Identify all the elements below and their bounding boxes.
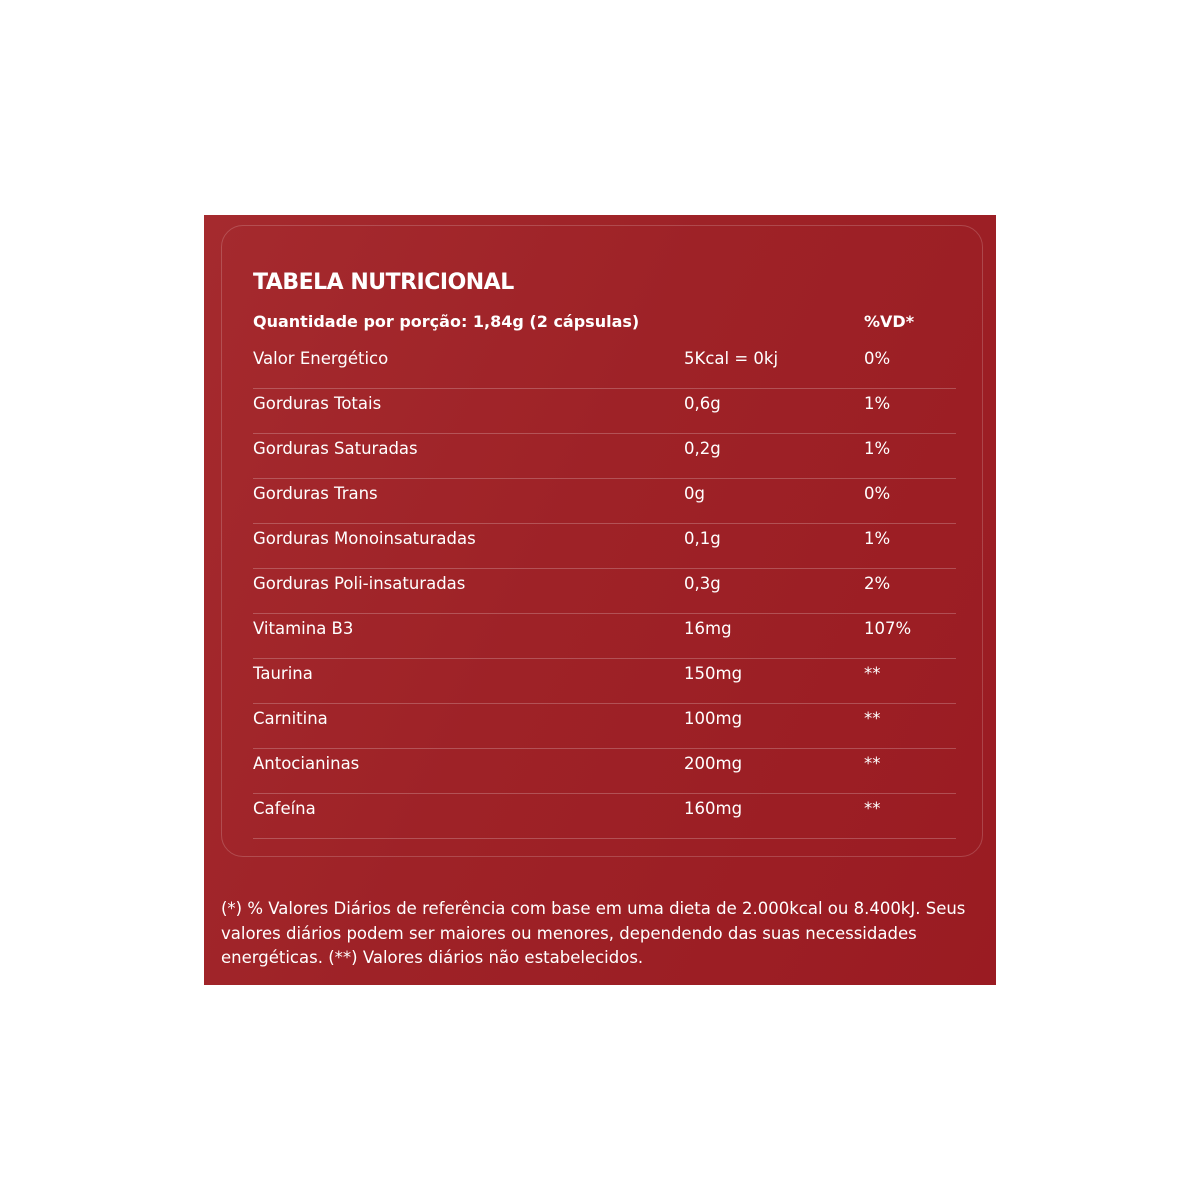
- nutrient-daily-value: **: [864, 664, 881, 683]
- table-title: TABELA NUTRICIONAL: [253, 270, 514, 295]
- table-row: [253, 794, 956, 839]
- nutrient-daily-value: 1%: [864, 394, 891, 413]
- nutrient-name: Gorduras Saturadas: [253, 439, 418, 458]
- nutrient-name: Gorduras Totais: [253, 394, 382, 413]
- nutrient-amount: 5Kcal = 0kj: [684, 349, 779, 368]
- nutrient-daily-value: 2%: [864, 574, 891, 593]
- table-row: [253, 434, 956, 479]
- table-row: [253, 389, 956, 434]
- nutrient-name: Antocianinas: [253, 754, 360, 773]
- nutrition-panel: [204, 215, 996, 985]
- serving-size-label: Quantidade por porção: 1,84g (2 cápsulas): [253, 312, 640, 331]
- nutrient-daily-value: 1%: [864, 439, 891, 458]
- nutrient-daily-value: **: [864, 799, 881, 818]
- nutrient-amount: 200mg: [684, 754, 743, 773]
- daily-value-footnote: (*) % Valores Diários de referência com base em uma dieta de 2.000kcal ou 8.400kJ. Seus valores diários podem ser maiores ou menores, dependendo das suas necessidades energéticas. (**) Valores diários não estabelecidos.: [221, 899, 966, 967]
- nutrient-amount: 0,1g: [684, 529, 721, 548]
- nutrient-daily-value: **: [864, 709, 881, 728]
- nutrient-daily-value: 1%: [864, 529, 891, 548]
- nutrient-amount: 150mg: [684, 664, 743, 683]
- nutrient-daily-value: 0%: [864, 349, 891, 368]
- table-row: [253, 569, 956, 614]
- nutrient-amount: 0g: [684, 484, 705, 503]
- nutrient-name: Gorduras Poli-insaturadas: [253, 574, 466, 593]
- nutrient-amount: 0,2g: [684, 439, 721, 458]
- nutrient-name: Carnitina: [253, 709, 328, 728]
- nutrient-amount: 160mg: [684, 799, 743, 818]
- table-row: [253, 749, 956, 794]
- nutrient-name: Cafeína: [253, 799, 316, 818]
- table-row: [253, 344, 956, 389]
- daily-value-header: %VD*: [864, 312, 915, 331]
- table-row: [253, 659, 956, 704]
- nutrient-amount: 0,6g: [684, 394, 721, 413]
- nutrition-table-card: [221, 225, 983, 857]
- nutrient-daily-value: 107%: [864, 619, 912, 638]
- nutrient-daily-value: **: [864, 754, 881, 773]
- nutrition-rows: [253, 344, 956, 839]
- table-row: [253, 524, 956, 569]
- table-header-row: [253, 310, 956, 334]
- table-row: [253, 479, 956, 524]
- nutrient-daily-value: 0%: [864, 484, 891, 503]
- nutrient-name: Valor Energético: [253, 349, 389, 368]
- nutrient-name: Gorduras Monoinsaturadas: [253, 529, 476, 548]
- table-row: [253, 704, 956, 749]
- nutrient-name: Gorduras Trans: [253, 484, 378, 503]
- nutrient-name: Vitamina B3: [253, 619, 354, 638]
- nutrient-amount: 100mg: [684, 709, 743, 728]
- nutrient-name: Taurina: [253, 664, 313, 683]
- nutrient-amount: 16mg: [684, 619, 732, 638]
- table-row: [253, 614, 956, 659]
- nutrient-amount: 0,3g: [684, 574, 721, 593]
